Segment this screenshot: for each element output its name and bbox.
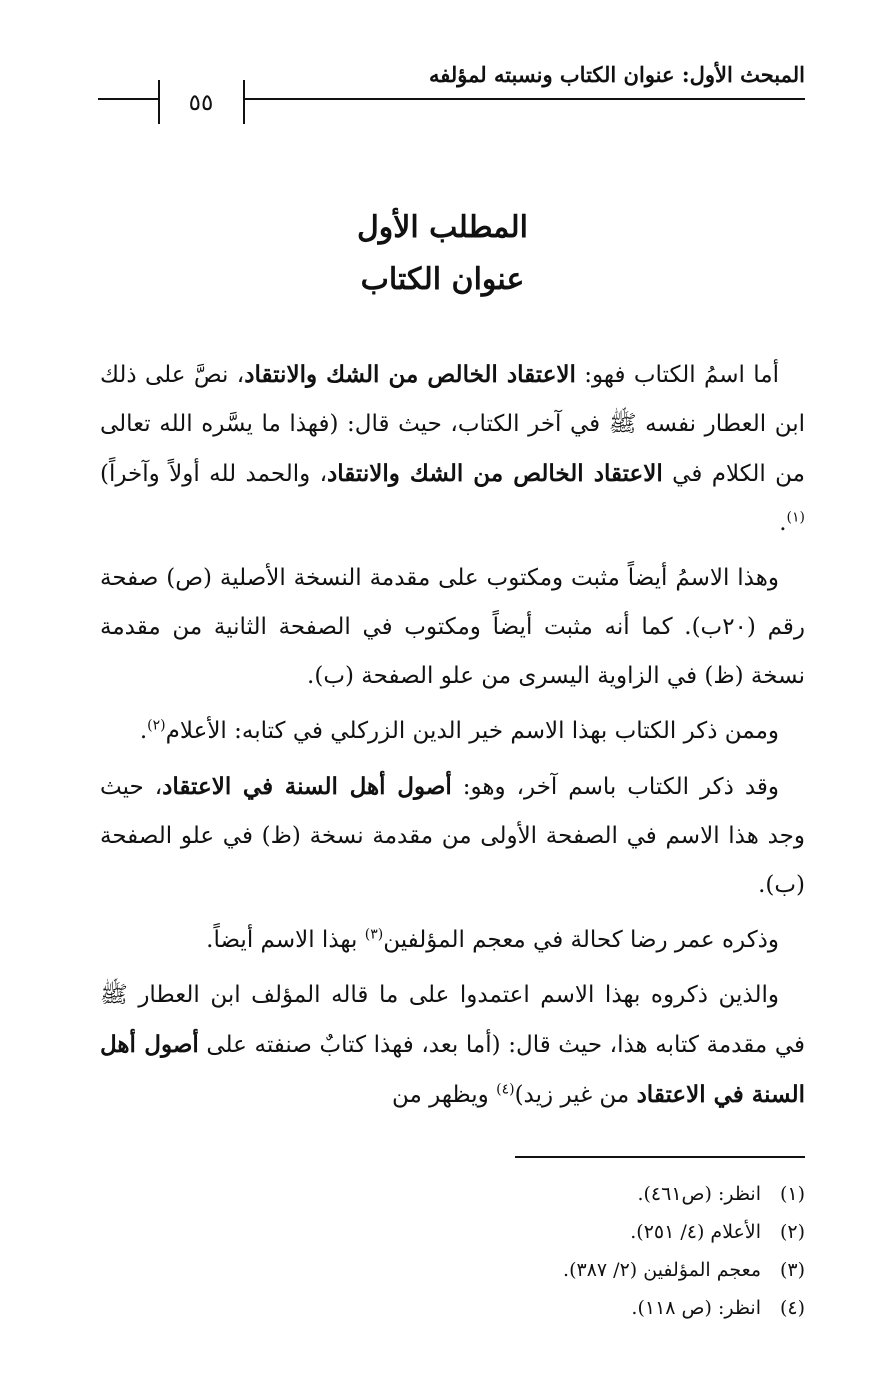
footnote bbox=[100, 1258, 805, 1296]
footnote-text: الأعلام (٤/ ٢٥١). bbox=[630, 1221, 761, 1243]
header-rule-left bbox=[98, 98, 158, 100]
paragraph bbox=[100, 762, 805, 910]
bold-title-run: أصول أهل السنة في الاعتقاد bbox=[162, 773, 452, 800]
text-run: أما اسمُ الكتاب فهو: bbox=[575, 362, 779, 388]
paragraph bbox=[100, 707, 805, 756]
text-run: والذين ذكروه بهذا الاسم اعتمدوا على ما قاله المؤلف ابن العطار ﷺ في مقدمة كتابه هذا، حيث قال: (أما بعد، فهذا كتابٌ صنفته على bbox=[100, 982, 805, 1058]
footnote-text: انظر: (ص ١١٨). bbox=[631, 1297, 761, 1319]
text-run: ، والحمد لله أولاً وآخراً) bbox=[100, 461, 328, 487]
footnotes bbox=[100, 1182, 805, 1334]
footnote bbox=[100, 1182, 805, 1220]
footnote-number: (٤) bbox=[779, 1297, 805, 1319]
text-run: ، حيث وجد هذا الاسم في الصفحة الأولى من مقدمة نسخة (ظ) في علو الصفحة (ب). bbox=[100, 774, 805, 898]
footnote bbox=[100, 1296, 805, 1334]
text-run: ، نصَّ على ذلك ابن العطار نفسه ﷺ في آخر الكتاب، حيث قال: (فهذا ما يسَّره الله تعالى من الكلام في bbox=[100, 362, 805, 487]
footnote-ref[interactable]: (٤) bbox=[496, 1081, 515, 1098]
running-header-title: المبحث الأول: عنوان الكتاب ونسبته لمؤلفه bbox=[428, 62, 805, 87]
bold-title-run: الاعتقاد الخالص من الشك والانتقاد bbox=[244, 361, 576, 388]
footnote-text: انظر: (ص٤٦١). bbox=[637, 1183, 761, 1205]
paragraph bbox=[100, 916, 805, 965]
footnote-separator bbox=[515, 1156, 805, 1158]
text-run: ويظهر من bbox=[391, 1082, 497, 1108]
section-title: المطلب الأول bbox=[357, 210, 528, 245]
footnote-ref[interactable]: (٣) bbox=[364, 926, 384, 943]
footnote-number: (٣) bbox=[779, 1259, 805, 1281]
paragraph bbox=[100, 350, 805, 548]
footnote-ref[interactable]: (١) bbox=[786, 509, 805, 526]
text-run: . bbox=[139, 718, 148, 744]
footnote-number: (٢) bbox=[779, 1221, 805, 1243]
page-number: ٥٥ bbox=[188, 90, 214, 116]
footnote-number: (١) bbox=[779, 1183, 805, 1205]
footnote-text: معجم المؤلفين (٢/ ٣٨٧). bbox=[563, 1259, 761, 1281]
text-run: . bbox=[779, 510, 787, 536]
text-run: بهذا الاسم أيضاً. bbox=[206, 927, 365, 953]
text-run: وذكره عمر رضا كحالة في معجم المؤلفين bbox=[383, 927, 779, 953]
bold-title-run: الاعتقاد الخالص من الشك والانتقاد bbox=[327, 460, 663, 487]
section-subtitle: عنوان الكتاب bbox=[360, 262, 525, 297]
header-rule bbox=[245, 98, 805, 100]
text-run: من غير زيد) bbox=[514, 1082, 637, 1108]
text-run: وقد ذكر الكتاب باسم آخر، وهو: bbox=[451, 774, 779, 800]
header-divider bbox=[243, 80, 245, 124]
body-text bbox=[100, 350, 805, 1126]
bold-title-run: أصول أهل السنة في الاعتقاد bbox=[100, 1031, 805, 1108]
footnote bbox=[100, 1220, 805, 1258]
paragraph bbox=[100, 971, 805, 1120]
header-divider bbox=[158, 80, 160, 124]
footnote-ref[interactable]: (٢) bbox=[147, 717, 166, 734]
text-run: وممن ذكر الكتاب بهذا الاسم خير الدين الزركلي في كتابه: الأعلام bbox=[165, 718, 779, 744]
paragraph: وهذا الاسمُ أيضاً مثبت ومكتوب على مقدمة النسخة الأصلية (ص) صفحة رقم (٢٠ب). كما أنه مثبت أيضاً ومكتوب في الصفحة الثانية من مقدمة نسخة (ظ) في الزاوية اليسرى من علو الصفحة (ب). bbox=[100, 565, 805, 689]
